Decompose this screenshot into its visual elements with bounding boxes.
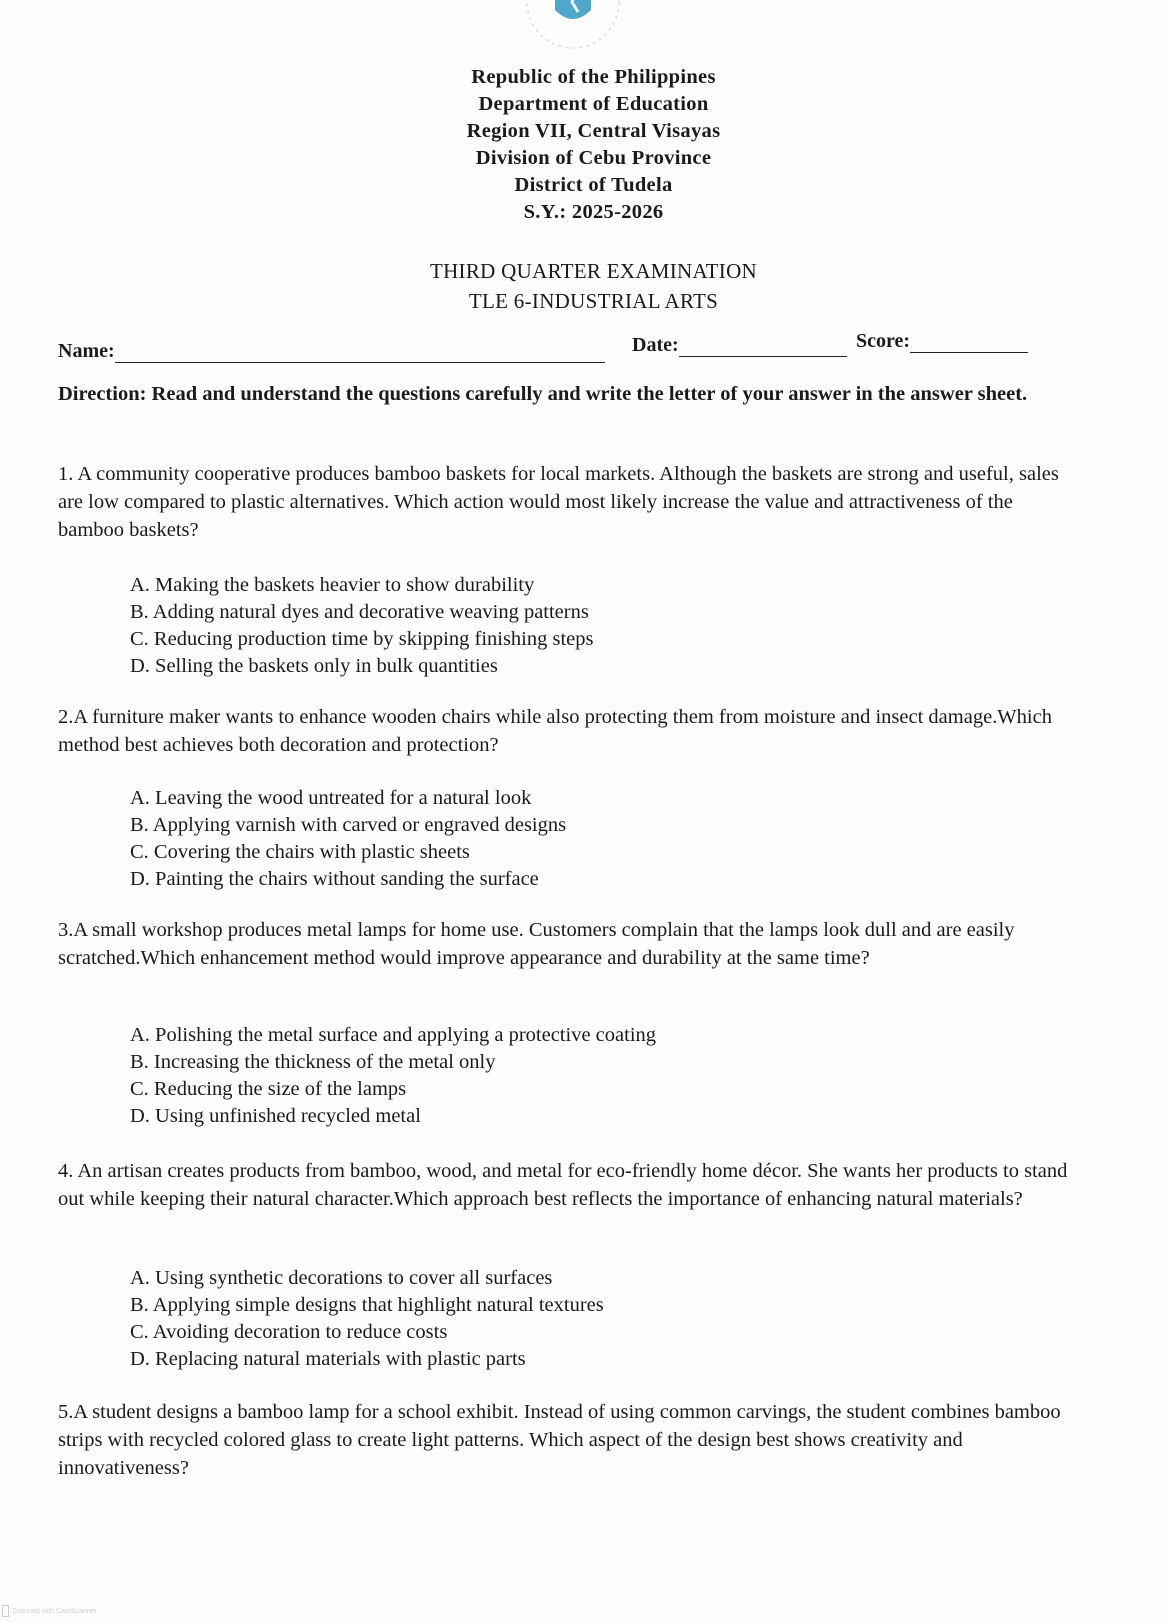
score-label: Score: xyxy=(856,330,911,352)
header-line-department: Department of Education xyxy=(478,93,709,115)
option-a: A. Polishing the metal surface and applying a protective coating xyxy=(130,1024,657,1046)
option-c: C. Reducing the size of the lamps xyxy=(130,1078,407,1100)
option-a: A. Using synthetic decorations to cover all surfaces xyxy=(130,1267,553,1289)
question-2: 2.A furniture maker wants to enhance wooden chairs while also protecting them from moisture and insect damage.Which method best achieves both decoration and protection? xyxy=(58,706,1052,756)
name-label: Name: xyxy=(58,340,115,362)
date-blank[interactable] xyxy=(679,336,847,357)
option-b: B. Adding natural dyes and decorative weaving patterns xyxy=(130,601,589,623)
option-b: B. Increasing the thickness of the metal only xyxy=(130,1051,496,1073)
question-3: 3.A small workshop produces metal lamps for home use. Customers complain that the lamps look dull and are easily scratched.Which enhancement method would improve appearance and durability at the same time? xyxy=(58,919,1015,969)
option-c: C. Reducing production time by skipping finishing steps xyxy=(130,628,594,650)
option-a: A. Leaving the wood untreated for a natural look xyxy=(130,787,532,809)
exam-title: THIRD QUARTER EXAMINATION xyxy=(429,259,758,283)
header-line-region: Region VII, Central Visayas xyxy=(466,120,721,142)
question-2-options xyxy=(130,785,930,893)
school-header xyxy=(0,64,1167,226)
scanner-watermark xyxy=(2,1605,97,1617)
exam-subject: TLE 6-INDUSTRIAL ARTS xyxy=(468,289,719,313)
option-b: B. Applying simple designs that highlight natural textures xyxy=(130,1294,604,1316)
header-line-republic: Republic of the Philippines xyxy=(471,66,716,88)
exam-title-block xyxy=(0,256,1167,316)
question-4-options xyxy=(130,1265,930,1373)
header-line-school-year: S.Y.: 2025-2026 xyxy=(523,201,664,223)
student-info-fields xyxy=(58,330,1058,364)
question-5: 5.A student designs a bamboo lamp for a school exhibit. Instead of using common carvings, the student combines bamboo strips with recycled colored glass to create light patterns. Which aspect of the design best shows creativity and innovativeness? xyxy=(58,1401,1061,1479)
option-d: D. Replacing natural materials with plastic parts xyxy=(130,1348,526,1370)
date-label: Date: xyxy=(632,334,679,356)
question-4: 4. An artisan creates products from bamboo, wood, and metal for eco-friendly home décor. She wants her products to stand out while keeping their natural character.Which approach best reflects the importance of enhancing natural materials? xyxy=(58,1160,1068,1210)
question-3-options xyxy=(130,1022,930,1130)
scanner-logo-icon xyxy=(2,1605,9,1617)
deped-seal-icon xyxy=(518,0,628,52)
option-a: A. Making the baskets heavier to show durability xyxy=(130,574,535,596)
score-blank[interactable] xyxy=(910,332,1028,353)
score-field[interactable] xyxy=(856,330,1028,353)
question-1: 1. A community cooperative produces bamboo baskets for local markets. Although the baskets are strong and useful, sales are low compared to plastic alternatives. Which action would most likely increase the value and attractiveness of the bamboo baskets? xyxy=(58,463,1059,541)
name-blank[interactable] xyxy=(115,342,605,363)
header-line-district: District of Tudela xyxy=(514,174,673,196)
option-d: D. Painting the chairs without sanding the surface xyxy=(130,868,539,890)
option-c: C. Covering the chairs with plastic sheets xyxy=(130,841,470,863)
date-field[interactable] xyxy=(632,334,847,357)
option-d: D. Selling the baskets only in bulk quantities xyxy=(130,655,498,677)
watermark-text: Scanned with CamScanner xyxy=(12,1607,97,1615)
question-1-options xyxy=(130,572,930,680)
name-field[interactable] xyxy=(58,340,605,363)
directions: Direction: Read and understand the questions carefully and write the letter of your answer in the answer sheet. xyxy=(58,383,1028,405)
option-c: C. Avoiding decoration to reduce costs xyxy=(130,1321,448,1343)
header-line-division: Division of Cebu Province xyxy=(475,147,712,169)
option-d: D. Using unfinished recycled metal xyxy=(130,1105,421,1127)
option-b: B. Applying varnish with carved or engraved designs xyxy=(130,814,567,836)
